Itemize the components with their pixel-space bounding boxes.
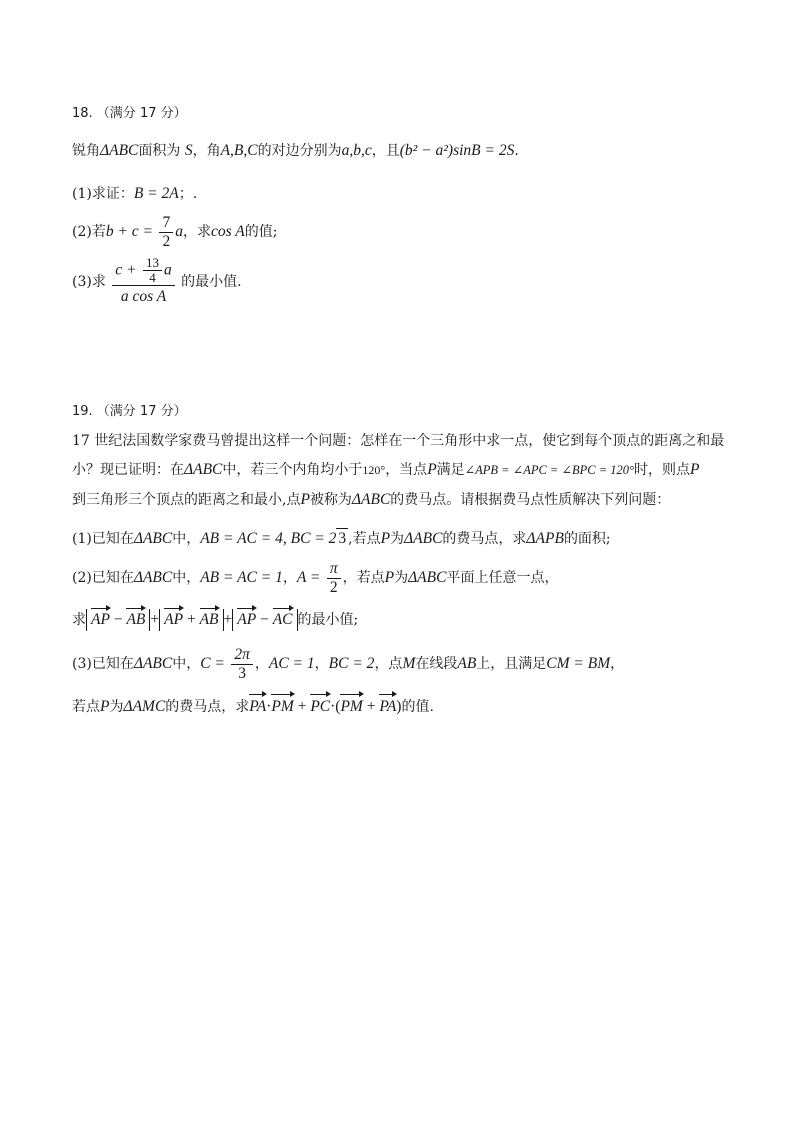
fraction-2pi-3: $\frac{2\pi}{3}$ [231,646,253,683]
fraction-min-expression: c + $\frac{13}{4}$ a a cos A [112,256,174,308]
q19-intro-line3: 到三角形三个顶点的距离之和最小,点P被称为ΔABC的费马点。请根据费马点性质解决下列问题： [72,491,671,508]
q18-part2: (2)若b + c = $\frac{7}{2}$ a，求cos A的值; [72,213,278,250]
q18-header: 18. （满分 17 分） [72,106,187,121]
q19-part2-line1: (2)已知在ΔABC中，AB = AC = 1，A = $\frac{\pi}{2}$ ，若点P为ΔABC平面上任意一点， [72,559,559,596]
q18-intro: 锐角ΔABC面积为 S，角A,B,C的对边分别为a,b,c，且(b² − a²)sinB = 2S. [72,142,519,159]
fraction-pi-2: $\frac{\pi}{2}$ [327,560,341,597]
abs-vector-expression-3: AP − AC [232,609,297,631]
q19-part3-line1: (3)已知在ΔABC中，C = $\frac{2\pi}{3}$ ，AC = 1，BC = 2，点M在线段AB上，且满足CM = BM， [72,645,625,682]
q18-part3: (3)求 c + $\frac{13}{4}$ a a cos A 的最小值. [72,256,242,308]
q19-intro-line1: 17 世纪法国数学家费马曾提出这样一个问题：怎样在一个三角形中求一点，使它到每个顶点的距离之和最 [72,433,725,449]
q18-part1: (1)求证：B = 2A；. [72,185,198,202]
abs-vector-expression-1: AP − AB [86,609,150,631]
q19-part1: (1)已知在ΔABC中，AB = AC = 4, BC = 2 3 ,若点P为ΔABC的费马点，求ΔAPB的面积; [72,530,611,547]
fraction-7-2: $\frac{7}{2}$ [159,214,173,251]
abs-vector-expression-2: AP + AB [159,609,223,631]
q19-part3-line2: 若点P为ΔAMC的费马点，求PA·PM + PC·(PM + PA)的值. [72,695,434,719]
q19-part2-line2: 求 AP − AB + AP + AB + AP − AC 的最小值; [72,607,358,633]
q19-header: 19. （满分 17 分） [72,404,187,419]
q19-intro-line2: 小？现已证明：在ΔABC中，若三个内角均小于120°，当点P满足∠APB = ∠APC = ∠BPC = 120°时，则点P [72,461,700,478]
